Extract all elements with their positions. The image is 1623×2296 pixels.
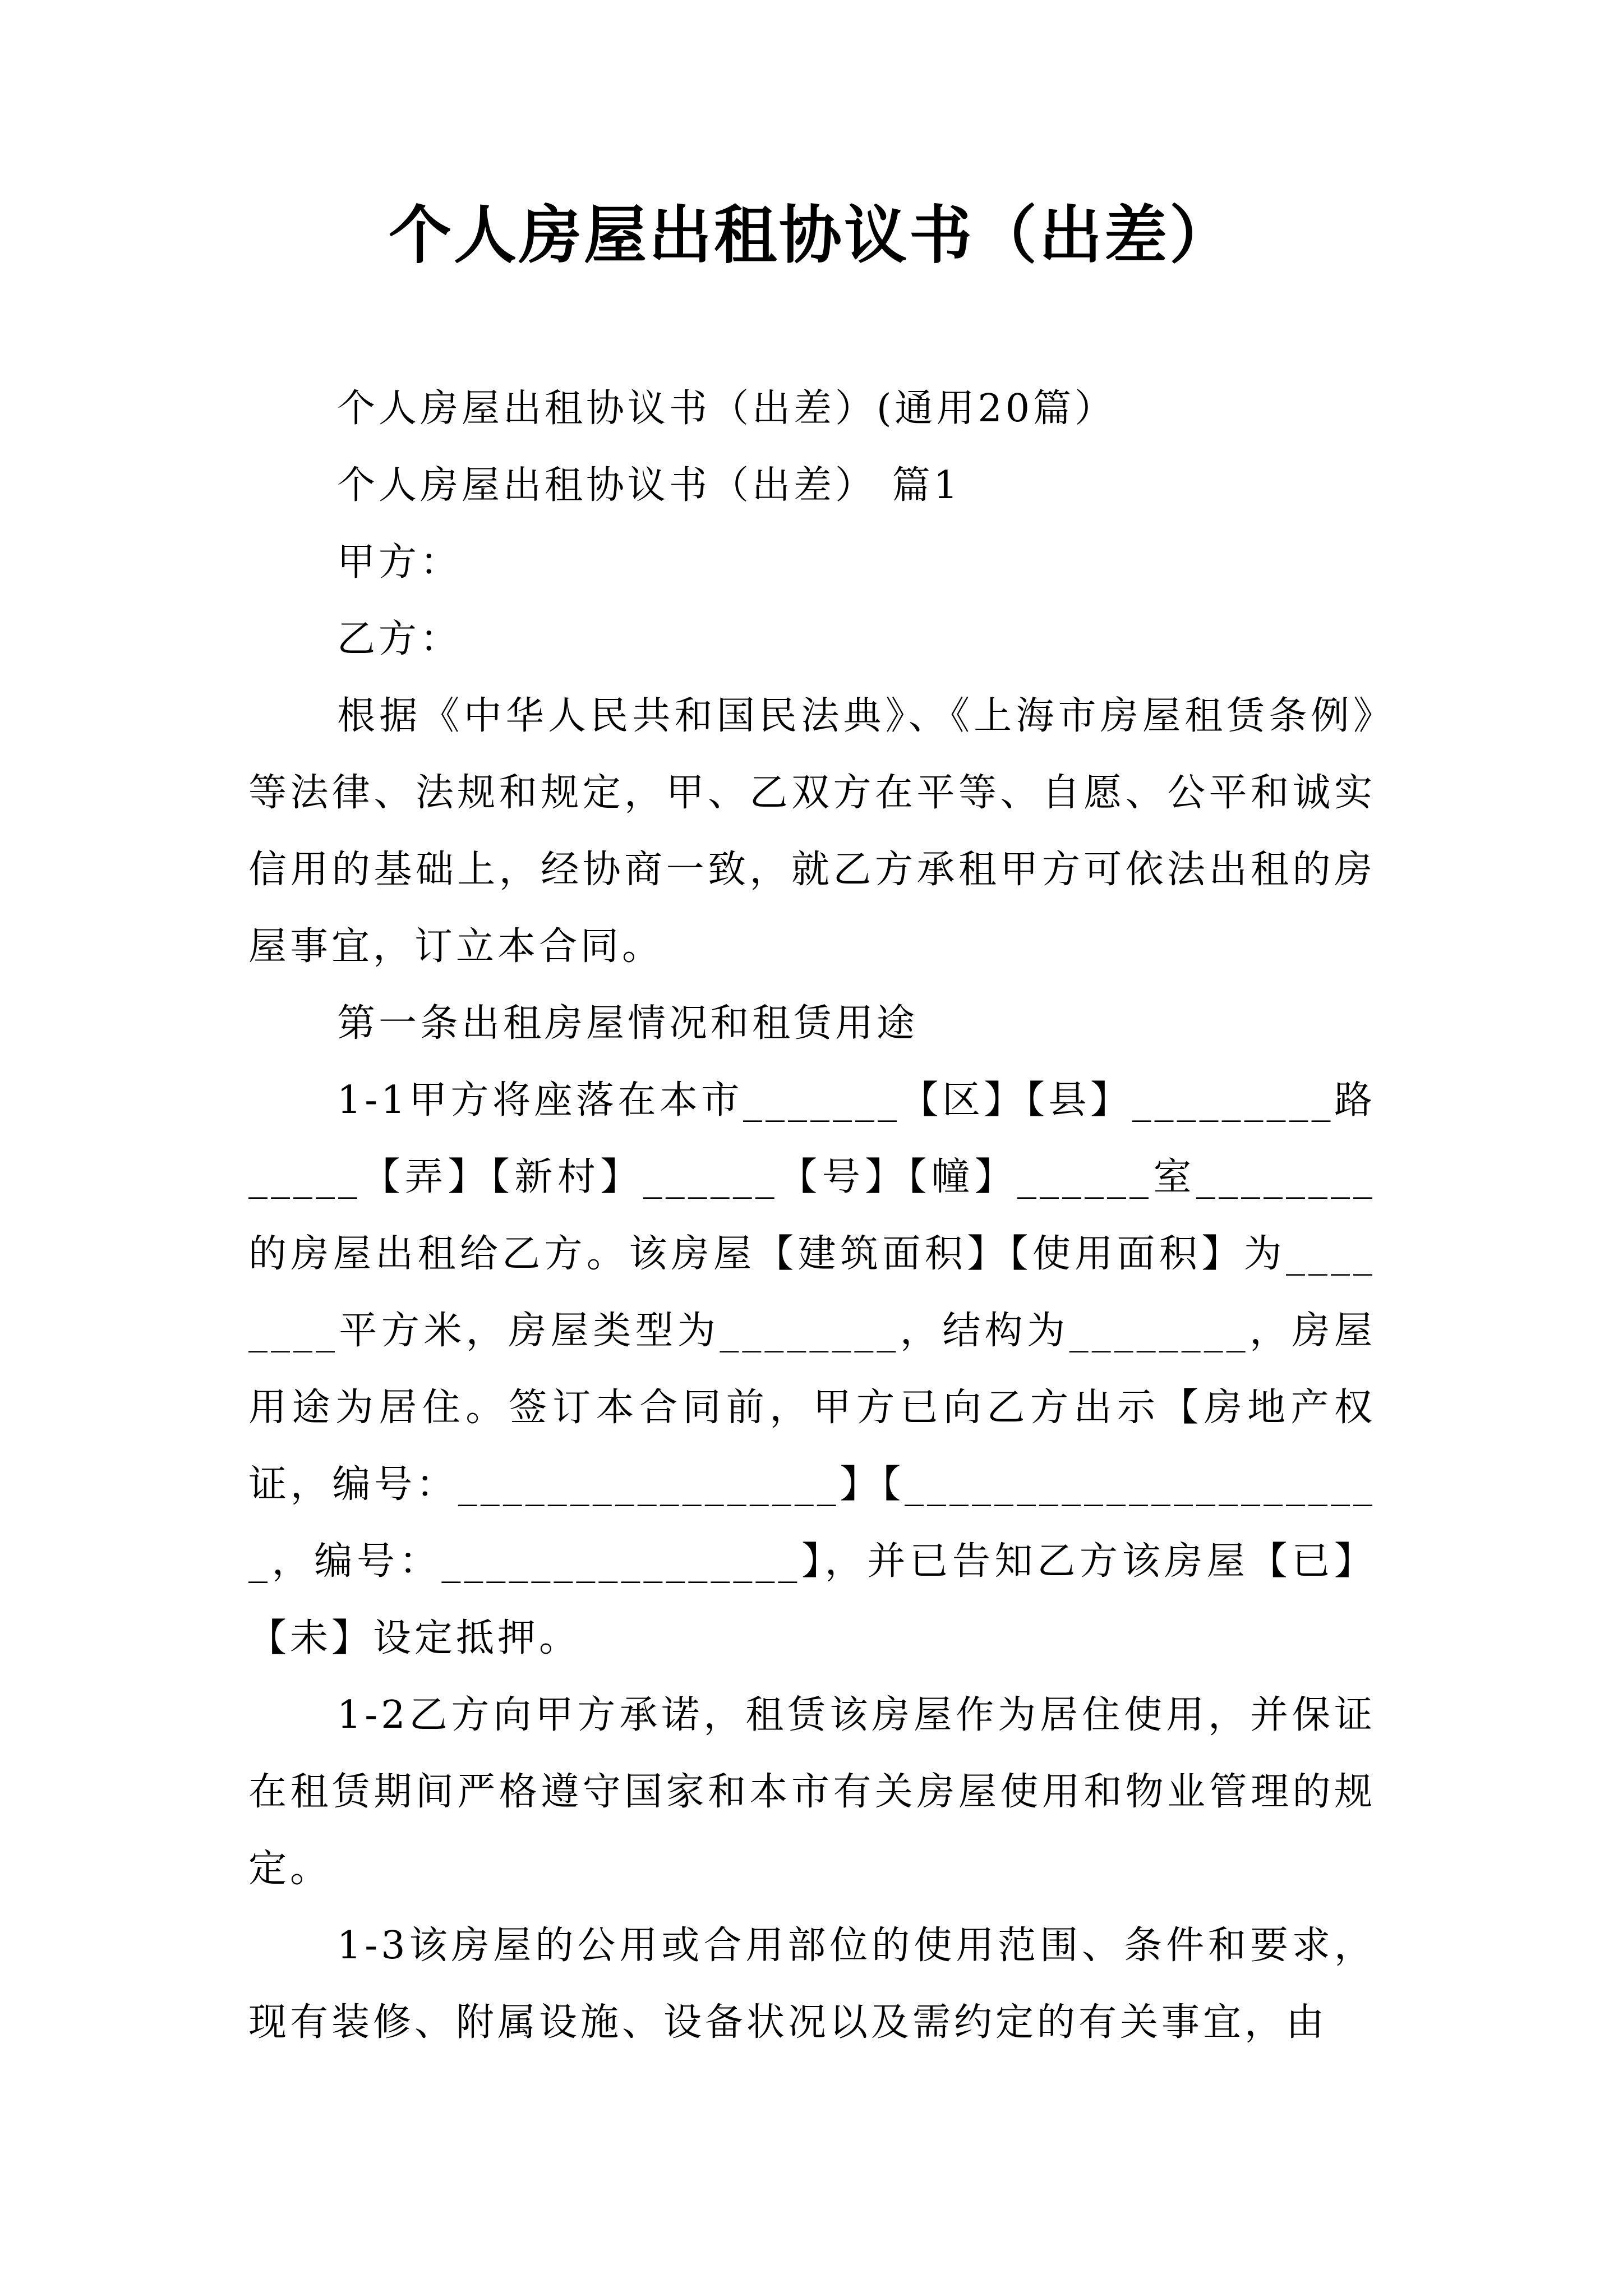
article-1-heading: 第一条出租房屋情况和租赁用途 <box>337 1001 919 1046</box>
clause-1-3: 1-3该房屋的公用或合用部位的使用范围、条件和要求，现有装修、附属设施、设备状况以及需约定的有关事宜，由 <box>248 1924 1376 2045</box>
clause-1-1: 1-1甲方将座落在本市_______【区】【县】_________路_____【弄】【新村】______【号】【幢】______室________的房屋出租给乙方。该房屋【建筑面积】【使用面积】为________平方米，房屋类型为________，结构为________，房屋用途为居住。签订本合同前，甲方已向乙方出示【房地产权证，编号：_________________】【______________________，编号：________________】，并已告知乙方该房屋【已】【未】设定抵押。 <box>248 1078 1376 1660</box>
document-body <box>248 370 1376 2061</box>
party-a-line: 甲方： <box>337 540 462 585</box>
section-heading: 个人房屋出租协议书（出差） 篇1 <box>337 463 961 508</box>
subtitle-line: 个人房屋出租协议书（出差）(通用20篇） <box>337 386 1117 431</box>
preamble-paragraph: 根据《中华人民共和国民法典》、《上海市房屋租赁条例》等法律、法规和规定，甲、乙双方在平等、自愿、公平和诚实信用的基础上，经协商一致，就乙方承租甲方可依法出租的房屋事宜，订立本合同。 <box>248 694 1376 969</box>
document-title: 个人房屋出租协议书（出差） <box>389 199 1234 272</box>
clause-1-2: 1-2乙方向甲方承诺，租赁该房屋作为居住使用，并保证在租赁期间严格遵守国家和本市有关房屋使用和物业管理的规定。 <box>248 1693 1376 1891</box>
party-b-line: 乙方： <box>337 617 462 661</box>
